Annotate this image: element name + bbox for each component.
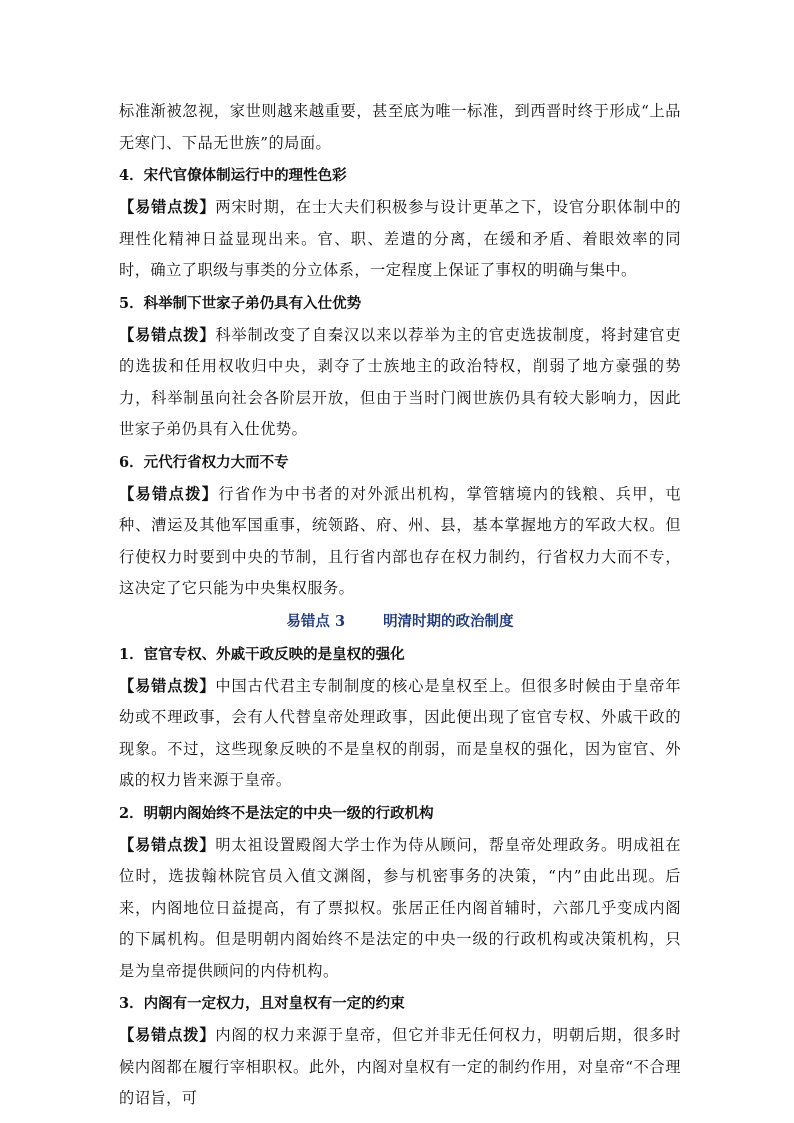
tip-tag: 【易错点拨】 <box>119 325 216 344</box>
heading-ming-cabinet: 2．明朝内阁始终不是法定的中央一级的行政机构 <box>119 804 434 822</box>
tip-text: 内阁的权力来源于皇帝，但它并非无任何权力，明朝后期，很多时候内阁都在履行宰相职权。此外，内阁对皇权有一定的制约作用，对皇帝“不合理的诏旨，可 <box>119 1026 682 1107</box>
heading-eunuch-power: 1．宦官专权、外戚干政反映的是皇权的强化 <box>119 645 405 663</box>
heading-keju-advantage: 5．科举制下世家子弟仍具有入仕优势 <box>119 294 362 312</box>
heading-cabinet-constraint: 3．内阁有一定权力，且对皇权有一定的约束 <box>119 995 405 1012</box>
paragraph-eunuch-power <box>119 671 681 797</box>
paragraph-song-bureaucracy <box>119 192 681 287</box>
tip-text: 科举制改变了自秦汉以来以荐举为主的官吏选拔制度，将封建官吏的选拔和任用权收归中央，剥夺了士族地主的政治特权，削弱了地方豪强的势力，科举制虽向社会各阶层开放，但由于当时门阀世族仍具有较大影响力，因此世家子弟仍具有入仕优势。 <box>119 325 682 438</box>
section-title <box>119 605 681 638</box>
heading-song-bureaucracy: 4．宋代官僚体制运行中的理性色彩 <box>119 167 347 184</box>
tip-text: 行省作为中书者的对外派出机构，掌管辖境内的钱粮、兵甲，屯种、漕运及其他军国重事，统领路、府、州、县，基本掌握地方的军政大权。但行使权力时要到中央的节制，且行省内部也存在权力制约，行省权力大而不专，这决定了它只能为中央集权服务。 <box>119 484 682 597</box>
tip-text: 两宋时期，在士大夫们积极参与设计更革之下，设官分职体制中的理性化精神日益显现出来。官、职、差遣的分离，在缓和矛盾、着眼效率的同时，确立了职级与事类的分立体系，一定程度上保证了事权的明确与集中。 <box>119 198 682 279</box>
paragraph-keju-advantage <box>119 320 681 446</box>
section-label: 易错点 3 <box>286 612 346 630</box>
tip-tag: 【易错点拨】 <box>119 198 216 216</box>
paragraph-ming-cabinet <box>119 830 681 988</box>
tip-text: 中国古代君主专制制度的核心是皇权至上。但很多时候由于皇帝年幼或不理政事，会有人代替皇帝处理政事，因此便出现了宦官专权、外戚干政的现象。不过，这些现象反映的不是皇权的削弱，而是皇权的强化，因为宦官、外戚的权力皆来源于皇帝。 <box>119 676 682 789</box>
tip-tag: 【易错点拨】 <box>119 1026 216 1044</box>
heading-yuan-province: 6．元代行省权力大而不专 <box>119 453 289 471</box>
tip-tag: 【易错点拨】 <box>119 835 216 854</box>
paragraph-cabinet-constraint <box>119 1020 681 1115</box>
tip-tag: 【易错点拨】 <box>119 676 216 695</box>
tip-tag: 【易错点拨】 <box>119 484 219 503</box>
document-body <box>119 96 681 1115</box>
section-name: 明清时期的政治制度 <box>383 612 514 630</box>
paragraph-intro: 标准渐被忽视，家世则越来越重要，甚至底为唯一标准，到西晋时终于形成“上品无寒门、下品无世族”的局面。 <box>119 102 681 152</box>
paragraph-yuan-province <box>119 479 681 605</box>
tip-text: 明太祖设置殿阁大学士作为侍从顾问，帮皇帝处理政务。明成祖在位时，选拔翰林院官员入值文渊阁，参与机密事务的决策，“内”由此出现。后来，内阁地位日益提高，有了票拟权。张居正任内阁首辅时，六部几乎变成内阁的下属机构。但是明朝内阁始终不是法定的中央一级的行政机构或决策机构，只是为皇帝提供顾问的内侍机构。 <box>119 835 682 980</box>
